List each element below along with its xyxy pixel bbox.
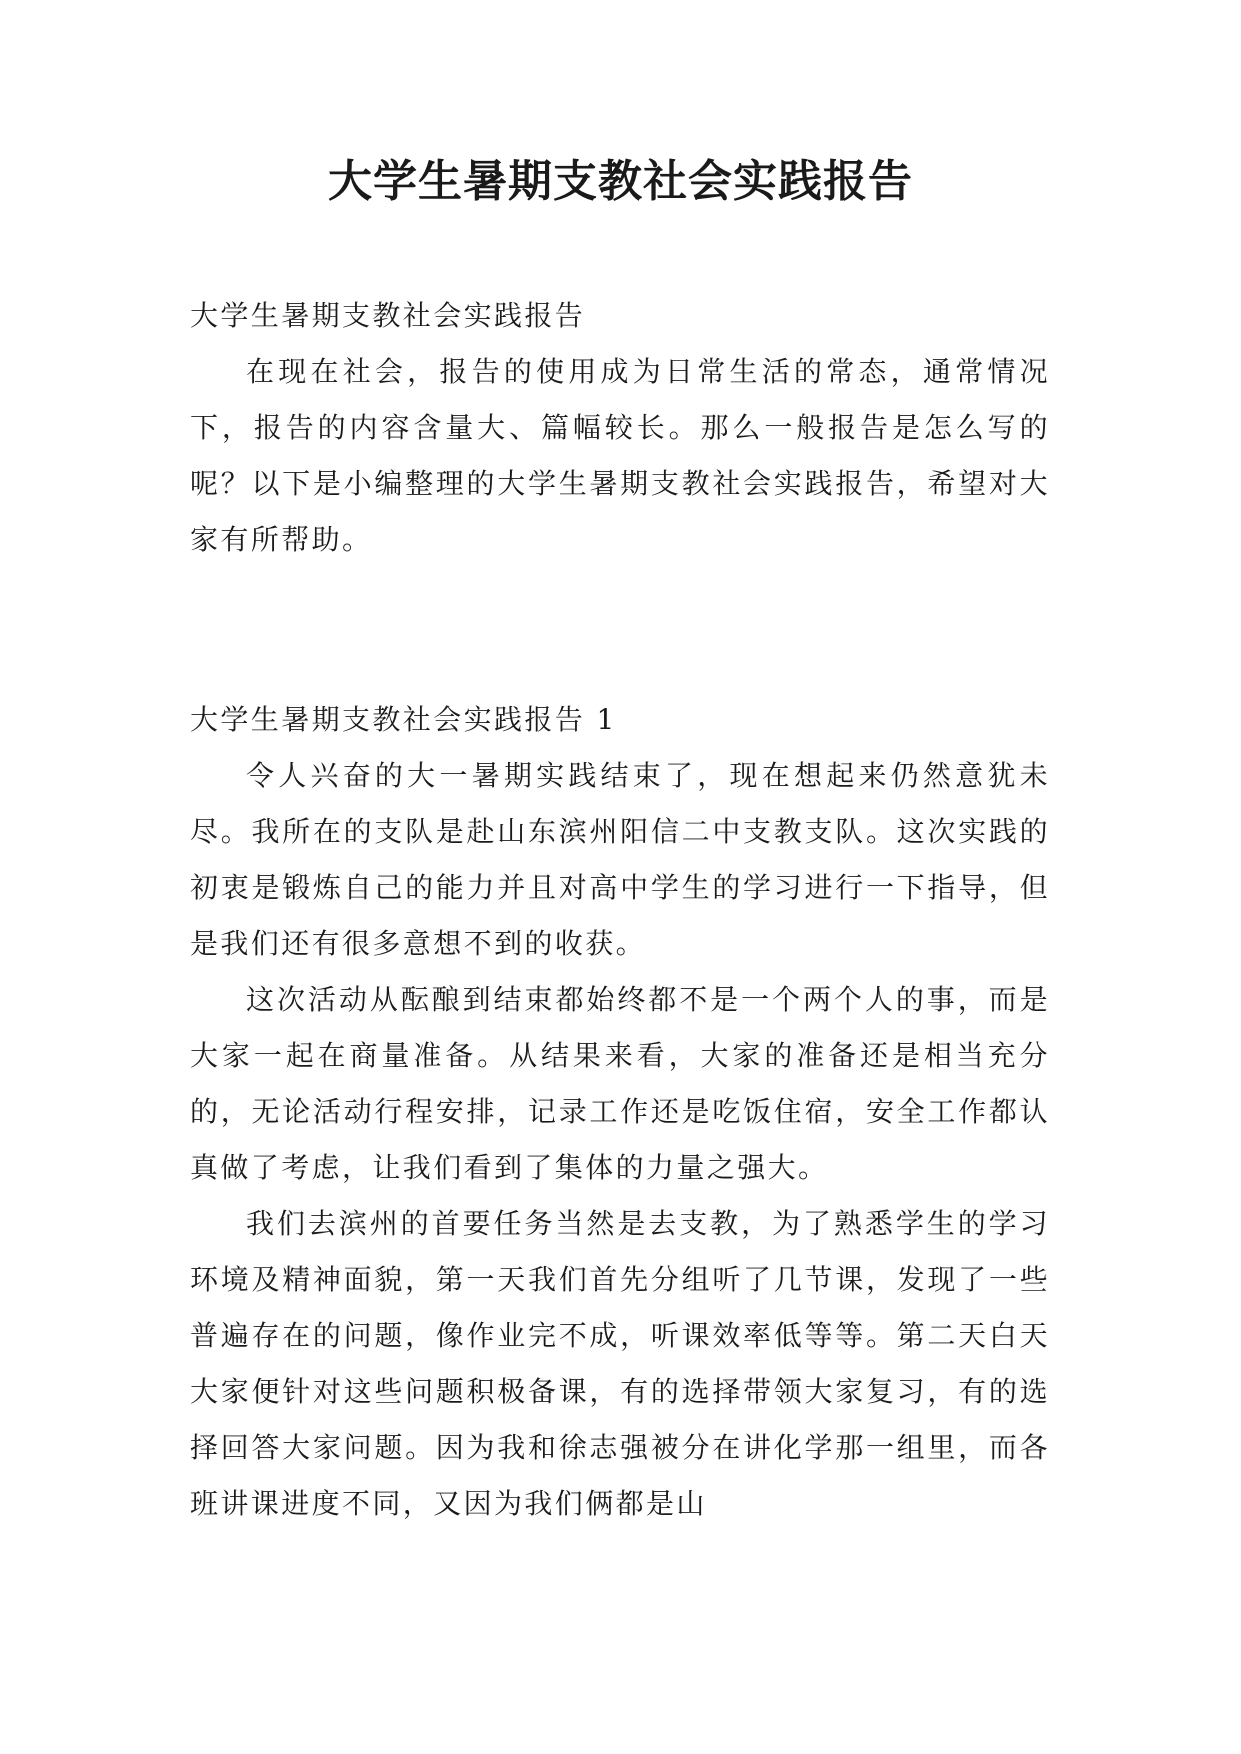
section-1-paragraph-1: 令人兴奋的大一暑期实践结束了，现在想起来仍然意犹未尽。我所在的支队是赴山东滨州阳信二中支教支队。这次实践的初衷是锻炼自己的能力并且对高中学生的学习进行一下指导，但是我们还有很多意想不到的收获。 xyxy=(190,759,1050,960)
section-1-block xyxy=(190,692,1050,1532)
intro-heading: 大学生暑期支教社会实践报告 xyxy=(190,299,586,332)
section-1-paragraph-2: 这次活动从酝酿到结束都始终都不是一个两个人的事，而是大家一起在商量准备。从结果来看，大家的准备还是相当充分的，无论活动行程安排，记录工作还是吃饭住宿，安全工作都认真做了考虑，让我们看到了集体的力量之强大。 xyxy=(190,983,1050,1184)
intro-block xyxy=(190,288,1050,568)
section-1-heading: 大学生暑期支教社会实践报告 1 xyxy=(190,703,617,736)
document-title: 大学生暑期支教社会实践报告 xyxy=(328,156,913,207)
section-1-paragraph-3: 我们去滨州的首要任务当然是去支教，为了熟悉学生的学习环境及精神面貌，第一天我们首先分组听了几节课，发现了一些普遍存在的问题，像作业完不成，听课效率低等等。第二天白天大家便针对这些问题积极备课，有的选择带领大家复习，有的选择回答大家问题。因为我和徐志强被分在讲化学那一组里，而各班讲课进度不同，又因为我们俩都是山 xyxy=(190,1207,1050,1520)
intro-paragraph: 在现在社会，报告的使用成为日常生活的常态，通常情况下，报告的内容含量大、篇幅较长。那么一般报告是怎么写的呢？以下是小编整理的大学生暑期支教社会实践报告，希望对大家有所帮助。 xyxy=(190,355,1050,556)
